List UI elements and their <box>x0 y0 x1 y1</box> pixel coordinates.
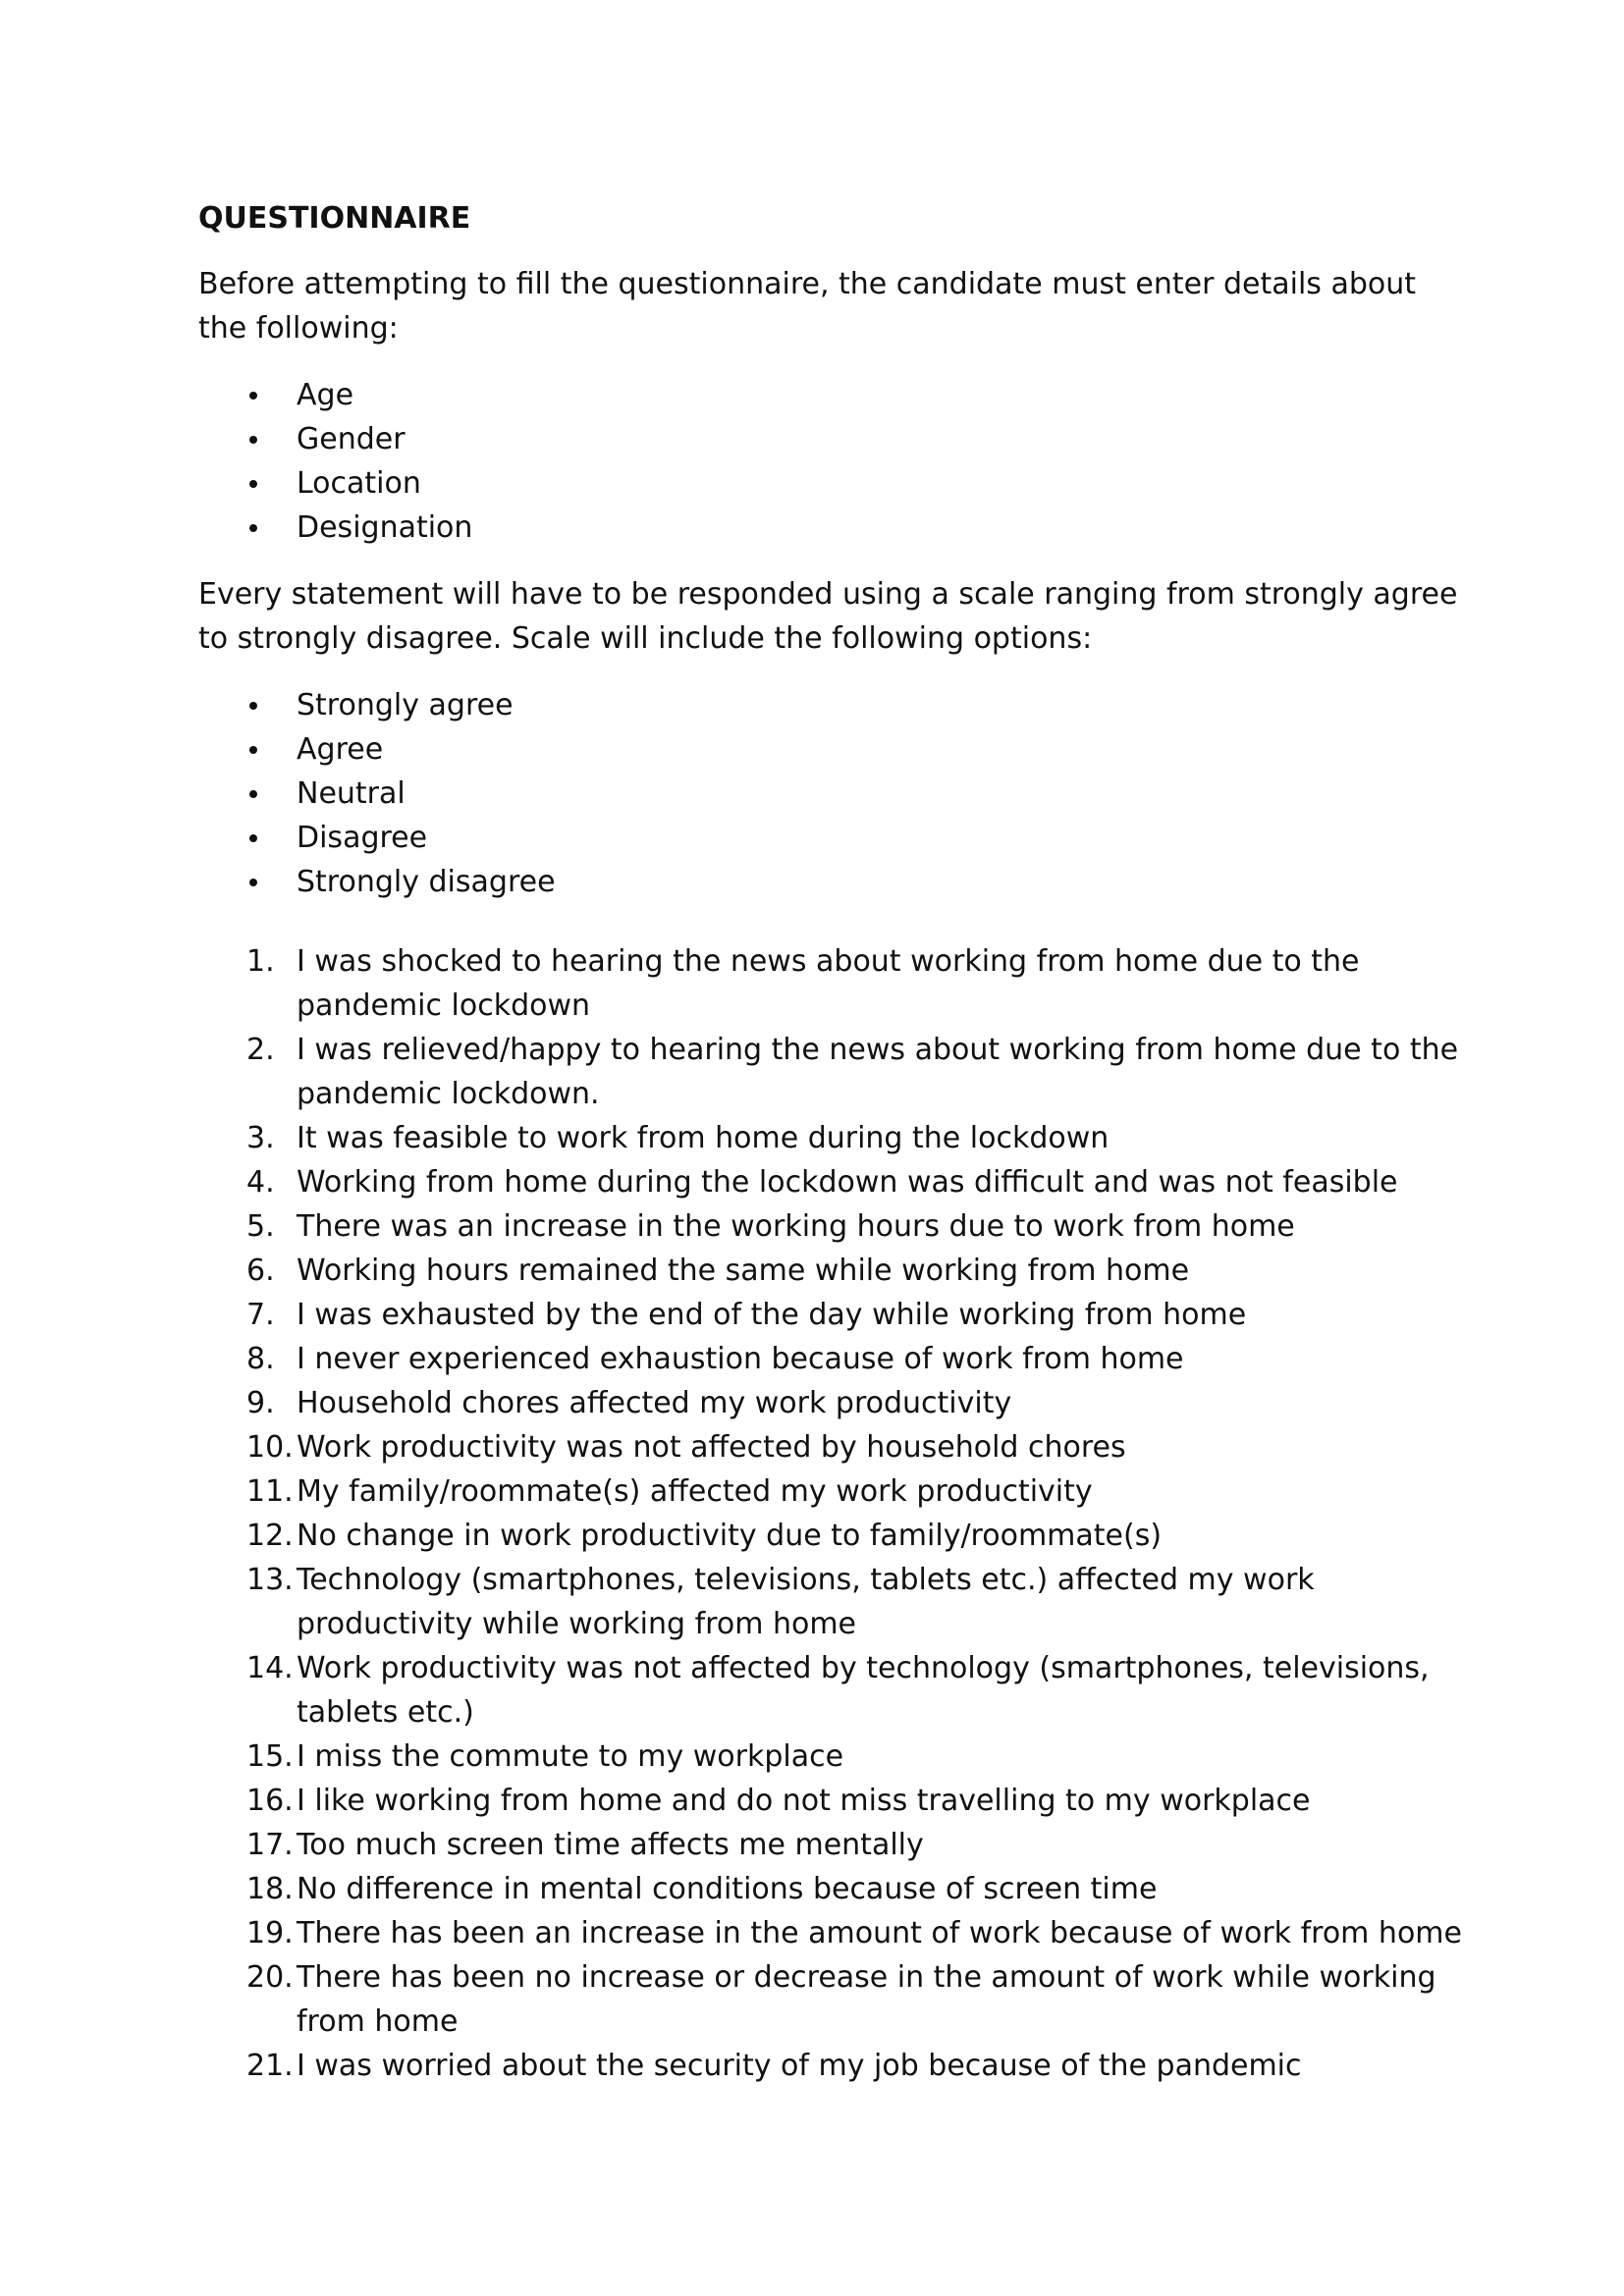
statement-number: 10. <box>246 1430 294 1465</box>
statement-text: I like working from home and do not miss travelling to my workplace <box>297 1784 1311 1818</box>
statement-item <box>198 1779 1465 1823</box>
statement-item <box>198 1293 1465 1337</box>
bullet-icon <box>249 746 257 754</box>
detail-item <box>198 461 1465 506</box>
statement-text: Work productivity was not affected by household chores <box>297 1430 1126 1465</box>
statement-number: 8. <box>246 1342 275 1376</box>
statement-text: I never experienced exhaustion because of work from home <box>297 1342 1184 1376</box>
scale-option-item <box>198 816 1465 860</box>
statement-item <box>198 2044 1465 2088</box>
statement-text: My family/roommate(s) affected my work productivity <box>297 1474 1093 1509</box>
statement-item <box>198 1469 1465 1514</box>
statement-item <box>198 1116 1465 1160</box>
statement-number: 2. <box>246 1033 275 1067</box>
statement-number: 19. <box>246 1916 294 1950</box>
statement-item <box>198 1514 1465 1558</box>
bullet-icon <box>249 790 257 798</box>
scale-option-item-text: Agree <box>297 732 384 767</box>
statement-item <box>198 1249 1465 1293</box>
statement-text: I was worried about the security of my job because of the pandemic <box>297 2049 1302 2083</box>
statement-text: Household chores affected my work productivity <box>297 1386 1012 1420</box>
statement-number: 14. <box>246 1651 294 1685</box>
scale-option-item-text: Neutral <box>297 776 406 811</box>
document-title: QUESTIONNAIRE <box>198 201 471 236</box>
detail-item-text: Location <box>297 466 421 501</box>
statement-item <box>198 1381 1465 1425</box>
detail-item-text: Gender <box>297 422 406 456</box>
statement-text: Working from home during the lockdown was difficult and was not feasible <box>297 1165 1398 1200</box>
statement-text: No change in work productivity due to family/roommate(s) <box>297 1519 1163 1553</box>
statement-number: 20. <box>246 1960 294 1995</box>
statement-item <box>198 1735 1465 1779</box>
intro-paragraph: Before attempting to fill the questionnaire, the candidate must enter details about the following: <box>198 267 1417 346</box>
statement-text: I was exhausted by the end of the day while working from home <box>297 1298 1247 1332</box>
statement-item <box>198 1823 1465 1867</box>
statement-number: 16. <box>246 1784 294 1818</box>
statement-number: 15. <box>246 1739 294 1774</box>
statement-text: I miss the commute to my workplace <box>297 1739 844 1774</box>
statement-item <box>198 1955 1465 2044</box>
statement-item <box>198 1558 1465 1646</box>
statement-text: I was shocked to hearing the news about working from home due to the pandemic lockdown <box>297 944 1360 1023</box>
scale-option-item-text: Strongly agree <box>297 688 514 722</box>
statements-list <box>198 939 1465 2088</box>
statement-item <box>198 1425 1465 1469</box>
detail-item-text: Designation <box>297 510 473 545</box>
scale-option-item <box>198 727 1465 772</box>
bullet-icon <box>249 879 257 886</box>
statement-item <box>198 1028 1465 1116</box>
statement-number: 5. <box>246 1209 275 1244</box>
statement-text: There was an increase in the working hours due to work from home <box>297 1209 1295 1244</box>
statement-number: 7. <box>246 1298 275 1332</box>
bullet-icon <box>249 392 257 400</box>
scale-option-item <box>198 860 1465 904</box>
scale-options-list <box>198 683 1465 904</box>
statement-item <box>198 1911 1465 1955</box>
scale-option-item-text: Disagree <box>297 821 428 855</box>
scale-option-item <box>198 683 1465 727</box>
bullet-icon <box>249 436 257 444</box>
statement-text: Technology (smartphones, televisions, tablets etc.) affected my work productivity while working from home <box>297 1563 1315 1641</box>
bullet-icon <box>249 702 257 710</box>
statement-text: There has been an increase in the amount of work because of work from home <box>297 1916 1462 1950</box>
statement-number: 3. <box>246 1121 275 1155</box>
statement-item <box>198 1646 1465 1735</box>
statement-text: Work productivity was not affected by technology (smartphones, televisions, tablets etc.) <box>297 1651 1430 1730</box>
statement-number: 13. <box>246 1563 294 1597</box>
bullet-icon <box>249 524 257 532</box>
statement-text: There has been no increase or decrease in the amount of work while working from home <box>297 1960 1436 2039</box>
statement-number: 6. <box>246 1254 275 1288</box>
scale-option-item-text: Strongly disagree <box>297 865 556 899</box>
statement-item <box>198 1867 1465 1911</box>
detail-item <box>198 506 1465 550</box>
statement-text: It was feasible to work from home during the lockdown <box>297 1121 1110 1155</box>
detail-item <box>198 373 1465 417</box>
statement-number: 17. <box>246 1828 294 1862</box>
statement-number: 11. <box>246 1474 294 1509</box>
statement-number: 9. <box>246 1386 275 1420</box>
statement-item <box>198 1204 1465 1249</box>
document-page <box>198 196 1465 2088</box>
details-list <box>198 373 1465 550</box>
detail-item-text: Age <box>297 378 354 412</box>
statement-number: 18. <box>246 1872 294 1906</box>
statement-number: 4. <box>246 1165 275 1200</box>
detail-item <box>198 417 1465 461</box>
statement-text: No difference in mental conditions because of screen time <box>297 1872 1158 1906</box>
statement-number: 12. <box>246 1519 294 1553</box>
bullet-icon <box>249 834 257 842</box>
statement-item <box>198 1337 1465 1381</box>
statement-item <box>198 939 1465 1028</box>
statement-text: Too much screen time affects me mentally <box>297 1828 924 1862</box>
statement-text: I was relieved/happy to hearing the news about working from home due to the pandemic lockdown. <box>297 1033 1459 1111</box>
statement-text: Working hours remained the same while working from home <box>297 1254 1190 1288</box>
statement-number: 1. <box>246 944 275 979</box>
scale-intro-paragraph: Every statement will have to be responded using a scale ranging from strongly agree to strongly disagree. Scale will include the following options: <box>198 577 1458 656</box>
statement-number: 21. <box>246 2049 294 2083</box>
scale-option-item <box>198 772 1465 816</box>
bullet-icon <box>249 480 257 488</box>
statement-item <box>198 1160 1465 1204</box>
